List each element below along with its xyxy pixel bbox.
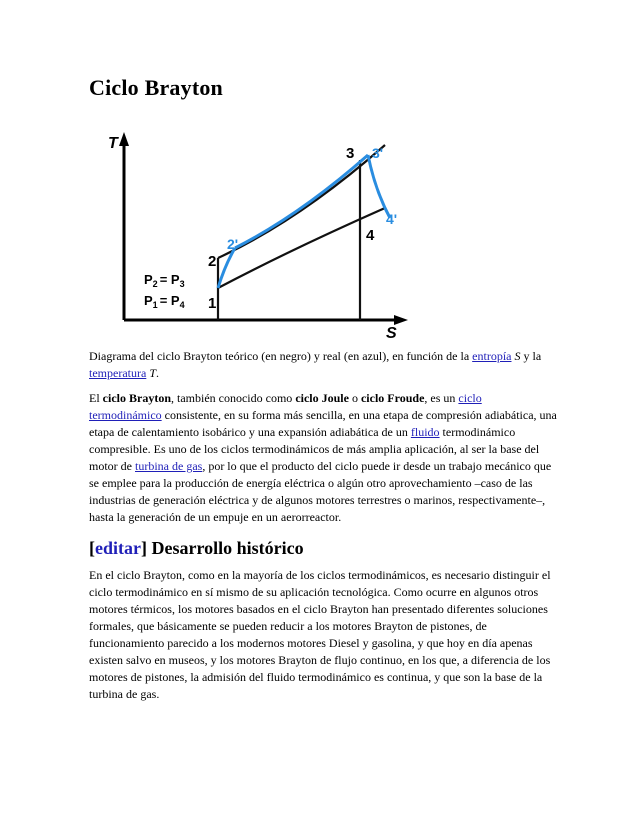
ts-diagram xyxy=(100,120,420,340)
edit-link[interactable]: editar xyxy=(95,538,141,558)
point-3p-label: 3' xyxy=(372,145,384,161)
point-2p-label: 2' xyxy=(227,236,239,252)
link-fluido[interactable]: fluido xyxy=(410,425,440,439)
point-4-label: 4 xyxy=(366,227,375,244)
s-axis-label: S xyxy=(386,325,397,340)
pressure-high-label: $P_2 = P_3$ xyxy=(144,272,185,289)
point-4p-label: 4' xyxy=(386,211,398,227)
t-axis-label: T xyxy=(108,135,118,152)
point-3-label: 3 xyxy=(346,145,355,162)
real-heating xyxy=(235,155,368,248)
theoretical-cycle xyxy=(218,145,385,320)
link-turbina-de-gas[interactable]: turbina de gas xyxy=(135,459,203,473)
point-2-label: 2 xyxy=(208,253,217,270)
intro-paragraph: El ciclo Brayton, también conocido como ciclo Joule o ciclo Froude, es un ciclo termodinámico consistente, en su forma más sencilla, en una etapa de compresión adiabática, una etapa de calentamiento isobárico y una expansión adiabática de un fluido termodinámico compresible. Es uno de los ciclos termodinámicos de más amplia aplicación, al ser la base del motor de turbina de gas, por lo que el producto del ciclo puede ir desde un trabajo mecánico que se emplee para la producción de energía eléctrica o algún otro aprovechamiento –caso de las industrias de generación eléctrica y de algunos motores terrestres o marinos, respectivamente–, hasta la generación de un empuje en un aerorreactor. xyxy=(89,391,557,524)
pressure-low-label: $P_1 = P_4$ xyxy=(144,293,185,310)
link-entropia[interactable]: entropía xyxy=(472,349,512,363)
real-expansion xyxy=(368,155,390,218)
link-ciclo-termodinamico[interactable]: ciclo termodinámico xyxy=(89,391,482,422)
page-title: Ciclo Brayton xyxy=(89,75,223,100)
figure-caption: Diagrama del ciclo Brayton teórico (en negro) y real (en azul), en función de la entropía S y la temperatura T. xyxy=(89,349,542,380)
t-axis-arrow xyxy=(119,132,129,146)
section-heading-desarrollo: [editar] Desarrollo histórico xyxy=(89,538,304,558)
link-temperatura[interactable]: temperatura xyxy=(89,366,147,380)
history-paragraph: En el ciclo Brayton, como en la mayoría de los ciclos termodinámicos, es necesario distinguir el ciclo termodinámico en sí mismo de su aplicación tecnológica. Como ocurre en algunos otros motores térmicos, los motores basados en el ciclo Brayton han presentado diferentes soluciones formales, que básicamente se pueden reducir a los motores Brayton de pistones, de funcionamiento parecido a los modernos motores Diesel y gasolina, y que hoy en día apenas existen salvo en museos, y los motores Brayton de flujo continuo, en los que, a diferencia de los motores de pistones, la admisión del fluido termodinámico es continua, y que son la base de la turbina de gas. xyxy=(89,568,551,701)
point-1-label: 1 xyxy=(208,295,217,312)
s-axis-arrow xyxy=(394,315,408,325)
real-cycle xyxy=(218,155,390,288)
